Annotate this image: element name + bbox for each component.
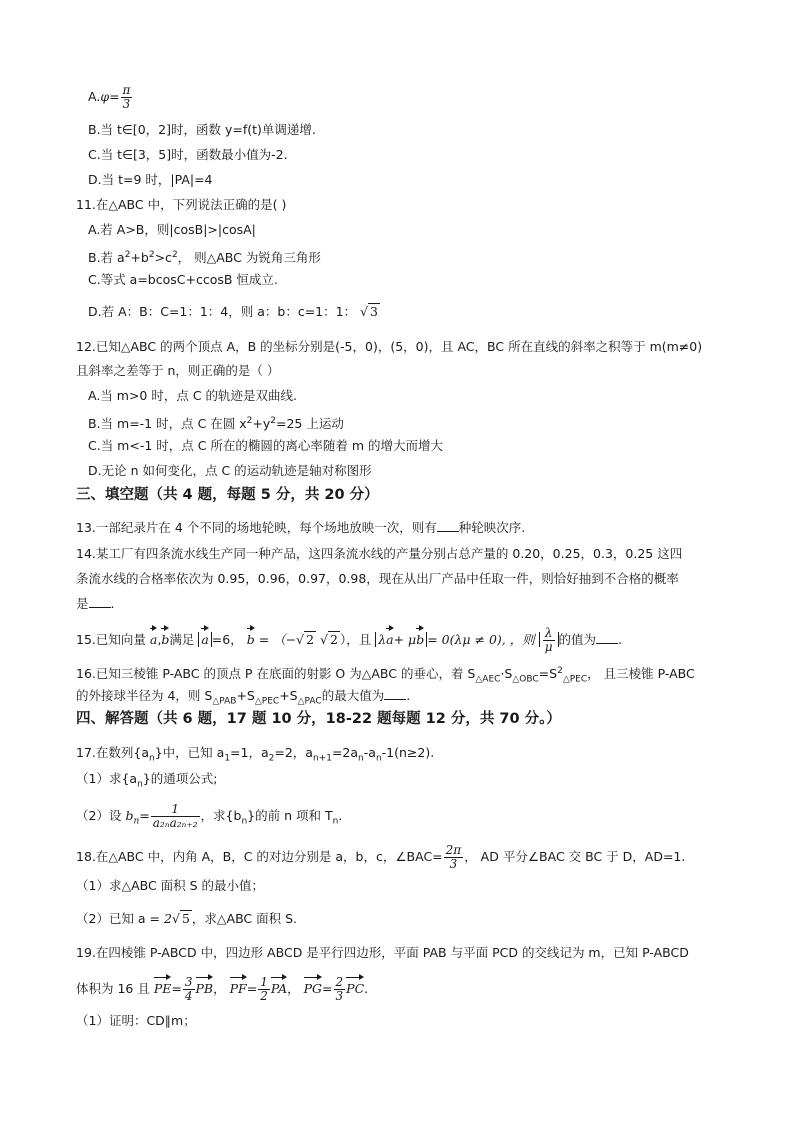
q19-part1: （1）证明：CD∥m； bbox=[76, 1013, 196, 1028]
subscript: n bbox=[332, 816, 339, 827]
q12-option-c: C.当 m<-1 时，点 C 所在的椭圆的离心率随着 m 的增大而增大 bbox=[88, 438, 444, 453]
subscript: n bbox=[133, 816, 140, 827]
answer-blank bbox=[437, 519, 459, 532]
fraction bbox=[183, 976, 195, 1003]
vector-a: a bbox=[201, 627, 208, 649]
b-var: b bbox=[125, 808, 134, 823]
text: >c bbox=[154, 250, 172, 266]
radicand: 2 bbox=[330, 632, 338, 647]
text: }中，已知 a bbox=[154, 745, 225, 760]
fraction bbox=[151, 803, 200, 830]
text: . bbox=[406, 688, 411, 703]
text: ， AD 平分∠BAC 交 BC 于 D，AD=1. bbox=[464, 849, 686, 864]
subscript: n bbox=[358, 753, 364, 764]
answer-blank bbox=[596, 631, 618, 644]
text: 满足 bbox=[169, 632, 195, 647]
text: -1(n≥2). bbox=[381, 745, 435, 760]
subscript: n bbox=[137, 779, 143, 790]
text: 17.在数列{a bbox=[76, 745, 149, 760]
radicand: 2 bbox=[306, 632, 315, 647]
text: +S bbox=[236, 688, 255, 703]
text: = （ bbox=[258, 632, 286, 647]
vector-b: b bbox=[161, 627, 169, 649]
sqrt: √ 2 bbox=[320, 632, 338, 647]
q19-line2 bbox=[76, 976, 368, 1003]
equals: = bbox=[322, 981, 333, 996]
q12-option-b bbox=[88, 412, 344, 433]
subscript: △PAB bbox=[212, 696, 237, 707]
fraction bbox=[444, 844, 464, 871]
superscript: 2 bbox=[246, 416, 253, 426]
text: + μ bbox=[393, 632, 417, 647]
phi-var: φ= bbox=[100, 89, 120, 104]
text: 16.已知三棱锥 P-ABC 的顶点 P 在底面的射影 O 为△ABC 的垂心，着 S bbox=[76, 666, 476, 682]
q11-option-a: A.若 A>B，则|cosB|>|cosA| bbox=[88, 222, 256, 237]
vector-pf: PF bbox=[230, 976, 247, 998]
subscript: 1 bbox=[224, 753, 231, 764]
numerator: 1 bbox=[260, 975, 268, 989]
denominator: 3 bbox=[122, 97, 131, 111]
equals: = bbox=[171, 981, 182, 996]
superscript: 2 bbox=[270, 416, 276, 426]
denominator: a₂ₙa₂ₙ₊₂ bbox=[152, 816, 198, 830]
denominator: 3 bbox=[335, 989, 344, 1003]
text: 是 bbox=[76, 596, 89, 611]
text: }的通项公式; bbox=[142, 771, 218, 786]
text: 的最大值为 bbox=[321, 688, 385, 703]
q12-option-d: D.无论 n 如何变化，点 C 的运动轨迹是轴对称图形 bbox=[88, 463, 372, 478]
q11-option-d bbox=[88, 303, 380, 321]
q16-line1 bbox=[76, 662, 695, 689]
vector-pa: PA bbox=[271, 976, 287, 998]
text: =2a bbox=[331, 745, 359, 760]
q11-stem: 11.在△ABC 中，下列说法正确的是( ) bbox=[76, 197, 287, 212]
superscript: 2 bbox=[557, 666, 563, 676]
q18-stem bbox=[76, 844, 685, 871]
vector-pg: PG bbox=[304, 976, 322, 998]
radicand: 5 bbox=[181, 911, 190, 926]
text: -a bbox=[363, 745, 376, 760]
vector-pe: PE bbox=[154, 976, 172, 998]
equals: = bbox=[139, 808, 150, 823]
text: （1）求{a bbox=[76, 771, 138, 786]
text: }的前 n 项和 T bbox=[247, 808, 333, 823]
numerator: 2π bbox=[445, 843, 462, 857]
q13 bbox=[76, 519, 525, 537]
numerator: λ bbox=[543, 627, 555, 641]
numerator: 3 bbox=[184, 975, 193, 989]
q12-stem-line2: 且斜率之差等于 n，则正确的是（ ） bbox=[76, 363, 280, 378]
minus-sign: − bbox=[285, 632, 297, 647]
text: . bbox=[364, 981, 369, 996]
q17-stem bbox=[76, 744, 434, 768]
q11-option-b bbox=[88, 246, 321, 267]
vector-b: b bbox=[247, 627, 255, 649]
fraction bbox=[543, 627, 555, 654]
denominator: μ bbox=[544, 640, 553, 654]
text: 15.已知向量 bbox=[76, 632, 146, 647]
text: ， 则△ABC 为锐角三角形 bbox=[177, 250, 321, 266]
text: （2）已知 a = bbox=[76, 911, 161, 926]
text: = 0(λμ ≠ 0), ，则 bbox=[427, 632, 535, 647]
sqrt: √ 2 bbox=[296, 632, 315, 647]
vector-a: a bbox=[386, 627, 393, 649]
denominator: 4 bbox=[184, 989, 193, 1003]
text: , bbox=[157, 632, 162, 647]
denominator: 3 bbox=[449, 857, 458, 871]
subscript: 2 bbox=[268, 753, 275, 764]
q10-option-c: C.当 t∈[3，5]时，函数最小值为-2. bbox=[88, 147, 288, 162]
q18-part1: （1）求△ABC 面积 S 的最小值； bbox=[76, 878, 265, 893]
vector-b: b bbox=[416, 627, 424, 649]
subscript: n bbox=[375, 753, 382, 764]
section-answer-heading: 四、解答题（共 6 题，17 题 10 分，18-22 题每题 12 分，共 70 分。） bbox=[76, 711, 561, 727]
subscript: △PEC bbox=[254, 696, 280, 707]
q14-line1: 14.某工厂有四条流水线生产同一种产品，这四条流水线的产量分别占总产量的 0.20，0.25，0.3，0.25 这四 bbox=[76, 546, 683, 561]
q16-line2 bbox=[76, 687, 410, 711]
abs-ratio bbox=[539, 626, 559, 654]
numerator: 1 bbox=[151, 803, 200, 817]
answer-blank bbox=[384, 687, 406, 700]
denominator: 2 bbox=[260, 989, 268, 1003]
text: . bbox=[110, 596, 115, 611]
q17-part2 bbox=[76, 803, 342, 831]
abs-vector-a bbox=[198, 632, 211, 647]
q10-option-d: D.当 t=9 时，|PA|=4 bbox=[88, 172, 213, 187]
text: =25 上运动 bbox=[276, 416, 344, 432]
equals: = bbox=[246, 981, 258, 996]
text: =S bbox=[538, 666, 558, 682]
lambda: λ bbox=[378, 632, 387, 647]
q12-stem-line1: 12.已知△ABC 的两个顶点 A，B 的坐标分别是(-5，0)，(5，0)，且 AC，BC 所在直线的斜率之积等于 m(m≠0) bbox=[76, 339, 703, 354]
superscript: 2 bbox=[171, 250, 178, 260]
q17-part1 bbox=[76, 770, 217, 794]
text: ， 且三棱锥 P-ABC bbox=[587, 666, 695, 682]
radicand: 3 bbox=[370, 304, 378, 319]
q12-option-a: A.当 m>0 时，点 C 的轨迹是双曲线. bbox=[88, 388, 298, 403]
text: ·S bbox=[500, 666, 513, 682]
superscript: 2 bbox=[148, 250, 155, 260]
text: 种轮映次序. bbox=[458, 520, 526, 535]
superscript: 2 bbox=[124, 250, 131, 260]
fraction bbox=[121, 84, 133, 111]
sqrt: √ 3 bbox=[360, 304, 378, 319]
coefficient: 2 bbox=[164, 911, 172, 926]
answer-blank bbox=[89, 595, 111, 608]
text: +S bbox=[279, 688, 298, 703]
text: ），且 bbox=[339, 632, 372, 647]
fraction bbox=[334, 976, 346, 1003]
q11-option-c: C.等式 a=bcosC+ccosB 恒成立. bbox=[88, 272, 278, 287]
abs-expression bbox=[375, 632, 427, 647]
text: 的值为 bbox=[558, 632, 597, 647]
section-fill-in-heading: 三、填空题（共 4 题，每题 5 分，共 20 分） bbox=[76, 487, 379, 503]
text: ，求△ABC 面积 S. bbox=[191, 911, 298, 926]
fraction bbox=[258, 976, 270, 1003]
text: ， bbox=[287, 981, 300, 996]
text: ，求{b bbox=[200, 808, 242, 823]
text: （2）设 bbox=[76, 808, 122, 823]
text: +y bbox=[252, 416, 271, 432]
q10-option-b: B.当 t∈[0，2]时，函数 y=f(t)单调递增. bbox=[88, 122, 316, 137]
text: . bbox=[338, 808, 343, 823]
vector-pc: PC bbox=[346, 976, 364, 998]
text: =2，a bbox=[274, 745, 313, 760]
text: =6， bbox=[211, 632, 243, 647]
numerator: 2 bbox=[335, 975, 344, 989]
q18-part2 bbox=[76, 910, 297, 928]
subscript: △PEC bbox=[562, 674, 588, 685]
q19-line1: 19.在四棱锥 P-ABCD 中，四边形 ABCD 是平行四边形，平面 PAB 与平面 PCD 的交线记为 m，已知 P-ABCD bbox=[76, 945, 689, 960]
subscript: △PAC bbox=[297, 696, 322, 707]
text: 体积为 16 且 bbox=[76, 981, 150, 996]
q10-option-a bbox=[88, 84, 133, 111]
text: =1，a bbox=[230, 745, 269, 760]
sqrt: √ 5 bbox=[171, 911, 190, 926]
text: 18.在△ABC 中，内角 A，B，C 的对边分别是 a，b，c，∠BAC= bbox=[76, 849, 443, 864]
subscript: △OBC bbox=[512, 674, 539, 685]
numerator: π bbox=[122, 83, 131, 97]
q14-line2: 条流水线的合格率依次为 0.95，0.96，0.97，0.98，现在从出厂产品中任取一件，则恰好抽到不合格的概率 bbox=[76, 571, 679, 586]
q15 bbox=[76, 627, 622, 654]
vector-a: a bbox=[150, 627, 157, 649]
text: B.若 a bbox=[88, 250, 125, 266]
text: 的外接球半径为 4，则 S bbox=[76, 688, 213, 703]
q14-line3 bbox=[76, 595, 115, 613]
subscript: n bbox=[149, 753, 155, 764]
text: D.若 A：B：C=1：1：4，则 a：b：c=1：1： bbox=[88, 304, 357, 319]
subscript: n bbox=[241, 816, 248, 827]
text: B.当 m=-1 时，点 C 在圆 x bbox=[88, 416, 247, 432]
text: 13.一部纪录片在 4 个不同的场地轮映，每个场地放映一次，则有 bbox=[76, 520, 437, 535]
subscript: △AEC bbox=[475, 674, 501, 685]
subscript: n+1 bbox=[312, 753, 332, 764]
option-label: A. bbox=[88, 89, 101, 104]
text: ， bbox=[213, 981, 226, 996]
text: . bbox=[618, 632, 623, 647]
vector-pb: PB bbox=[196, 976, 214, 998]
text: +b bbox=[130, 250, 149, 266]
